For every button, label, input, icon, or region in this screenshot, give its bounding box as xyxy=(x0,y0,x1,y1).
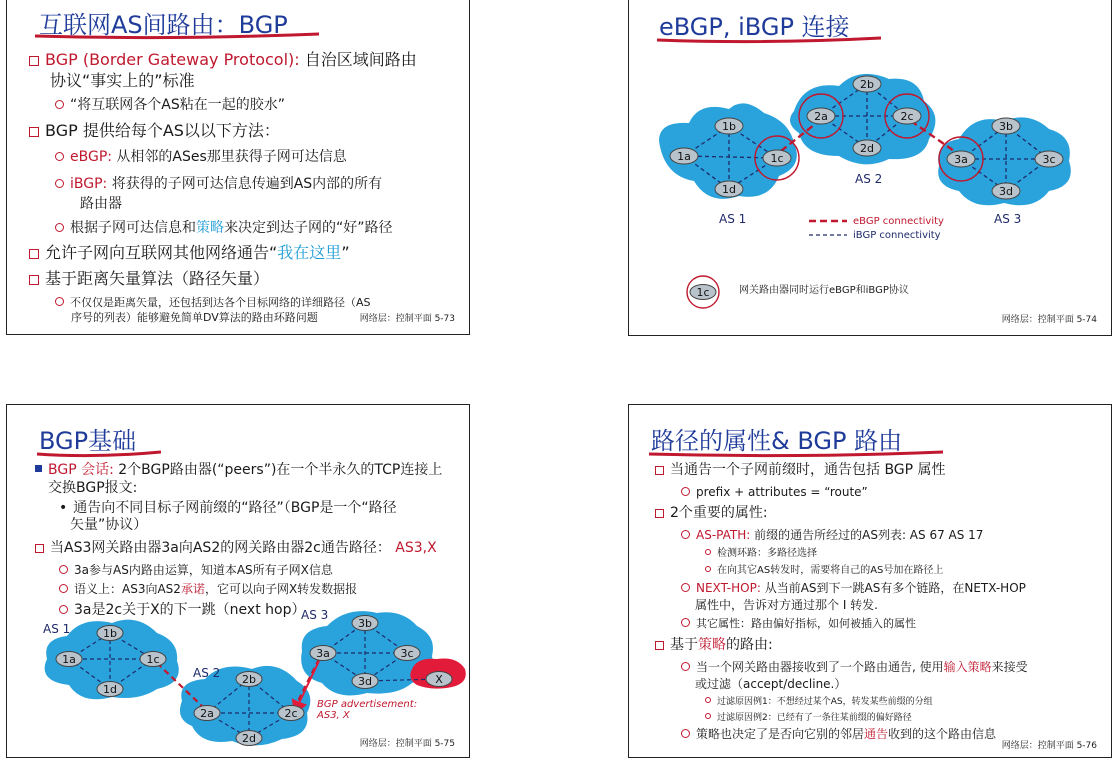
square-bullet-icon xyxy=(29,249,39,259)
square-bullet-icon xyxy=(35,465,42,472)
square-bullet-icon xyxy=(29,127,39,137)
detail-prepend-as: 在向其它AS转发时，需要将自己的AS号加在路径上 xyxy=(705,562,943,580)
router-3d-label: 3d xyxy=(999,185,1013,198)
bullet-line: 交换BGP报文: xyxy=(48,480,138,496)
gateway-router-legend xyxy=(681,275,741,311)
square-bullet-icon xyxy=(655,641,664,650)
gateway-note: 网关路由器同时运行eBGP和iBGP协议 xyxy=(739,285,909,296)
subnet-x-label: X xyxy=(435,673,443,686)
router-1d-label: 1d xyxy=(722,183,736,196)
router-1c-label: 1c xyxy=(146,653,160,666)
circle-bullet-icon xyxy=(681,530,690,539)
title-underline xyxy=(655,35,885,45)
router-3c-label: 3c xyxy=(1042,153,1056,166)
router-1b-label: 1b xyxy=(103,627,117,640)
router-1d-label: 1d xyxy=(103,683,117,696)
square-bullet-icon xyxy=(655,466,664,475)
bullet-bgp-session: BGP 会话: 2个BGP路由器(“peers”)在一个半永久的TCP连接上 xyxy=(35,461,442,479)
sub-bullet-next-hop: NEXT-HOP: 从当前AS到下一跳AS有多个链路，在NETX-HOP xyxy=(681,579,1026,597)
circle-bullet-icon xyxy=(681,729,690,738)
sub-bullet-as-path: AS-PATH: 前缀的通告所经过的AS列表: AS 67 AS 17 xyxy=(681,526,983,544)
sub-bullet-3a-knows: 3a参与AS内路由运算，知道本AS所有子网X信息 xyxy=(59,561,333,579)
router-3b-label: 3b xyxy=(358,617,372,630)
sub-bullet-ebgp: eBGP: 从相邻的ASes那里获得子网可达信息 xyxy=(55,148,347,166)
router-1c-label: 1c xyxy=(770,152,784,165)
router-3d-label: 3d xyxy=(358,675,372,688)
circle-bullet-icon xyxy=(55,100,64,109)
router-3b-label: 3b xyxy=(999,120,1013,133)
bullet-bgp-protocol: BGP (Border Gateway Protocol): 自治区域间路由 xyxy=(29,51,417,69)
dot-bullet-icon xyxy=(705,697,711,703)
circle-bullet-icon xyxy=(681,487,690,496)
sub-bullet-line: 矢量”协议） xyxy=(70,517,148,533)
as1-label: AS 1 xyxy=(719,212,747,226)
sub-bullet-input-policy: 当一个网关路由器接收到了一个路由通告, 使用输入策略来接受 xyxy=(681,658,1028,676)
as3-label: AS 3 xyxy=(301,608,329,622)
router-1a-label: 1a xyxy=(677,150,691,163)
title-underline xyxy=(33,31,323,41)
router-2c-label: 2c xyxy=(900,110,914,123)
detail-loop-detect: 检测环路：多路径选择 xyxy=(705,545,817,563)
slide-5-75 xyxy=(6,404,470,758)
circle-bullet-icon xyxy=(55,179,64,188)
sub-bullet-ibgp: iBGP: 将获得的子网可达信息传遍到AS内部的所有 xyxy=(55,175,382,193)
router-3a-label: 3a xyxy=(316,647,330,660)
advertisement-path: AS3, X xyxy=(317,710,350,721)
bullet-as3-advertises: 当AS3网关路由器3a向AS2的网关路由器2c通告路径： AS3,X xyxy=(35,539,437,557)
slide-footer: 网络层：控制平面 5-75 xyxy=(359,739,455,749)
sub-bullet-policy: 根据子网可达信息和策略来决定到达子网的“好”路径 xyxy=(55,219,393,237)
router-3a-label: 3a xyxy=(954,153,968,166)
router-3c-label: 3c xyxy=(400,647,414,660)
sub-bullet-glue: “将互联网各个AS粘在一起的胶水” xyxy=(55,96,285,114)
circle-bullet-icon xyxy=(55,152,64,161)
dot-bullet-icon xyxy=(705,566,711,572)
circle-bullet-icon xyxy=(681,662,690,671)
slide-title: eBGP, iBGP 连接 xyxy=(659,13,850,41)
bullet-bgp-provides: BGP 提供给每个AS以以下方法： xyxy=(29,122,280,140)
router-2d-label: 2d xyxy=(860,142,874,155)
router-2b-label: 2b xyxy=(242,673,256,686)
router-2a-label: 2a xyxy=(814,110,828,123)
dot-bullet-icon xyxy=(705,713,711,719)
square-bullet-icon xyxy=(29,56,39,66)
sub-bullet-route: prefix + attributes = “route” xyxy=(681,483,868,501)
circle-bullet-icon xyxy=(59,565,68,574)
sub-bullet-line: 路由器 xyxy=(80,196,122,212)
detail-filter-1: 过滤原因例1：不想经过某个AS，转发某些前缀的分组 xyxy=(705,693,933,711)
circle-bullet-icon xyxy=(681,583,690,592)
ebgp-ibgp-network-diagram xyxy=(629,51,1112,251)
legend-ibgp: iBGP connectivity xyxy=(853,230,941,241)
advertisement-label: BGP advertisement: xyxy=(317,699,418,710)
sub-bullet-next-hop: 3a是2c关于X的下一跳（next hop） xyxy=(59,601,305,619)
slide-5-73 xyxy=(6,0,470,335)
sub-bullet-path-vector: 不仅仅是距离矢量，还包括到达各个目标网络的详细路径（AS xyxy=(55,294,371,312)
slide-footer: 网络层：控制平面 5-73 xyxy=(359,314,455,324)
as2-label: AS 2 xyxy=(855,172,883,186)
router-2a-label: 2a xyxy=(200,707,214,720)
sub-bullet-promise: 语义上：AS3向AS2承诺，它可以向子网X转发数据报 xyxy=(59,580,357,598)
bullet-advertise: 允许子网向互联网其他网络通告“我在这里” xyxy=(29,244,350,262)
bullet-line: 协议“事实上的”标准 xyxy=(50,71,195,90)
dot-bullet-icon xyxy=(705,549,711,555)
router-2b-label: 2b xyxy=(860,78,874,91)
router-1a-label: 1a xyxy=(62,653,76,666)
slide-title: BGP基础 xyxy=(39,427,137,455)
sub-bullet-advertise-policy: 策略也决定了是否向它别的邻居通告收到的这个路由信息 xyxy=(681,725,996,743)
router-2d-label: 2d xyxy=(242,732,256,745)
router-1b-label: 1b xyxy=(722,120,736,133)
as2-label: AS 2 xyxy=(193,666,221,680)
circle-bullet-icon xyxy=(681,618,690,627)
bullet-policy-routing: 基于策略的路由: xyxy=(655,636,773,654)
detail-filter-2: 过滤原因例2：已经有了一条往某前缀的偏好路径 xyxy=(705,709,912,727)
legend-ebgp: eBGP connectivity xyxy=(853,216,944,227)
circle-bullet-icon xyxy=(55,297,64,306)
gateway-router-label: 1c xyxy=(696,286,710,299)
slide-5-74 xyxy=(628,0,1112,336)
circle-bullet-icon xyxy=(55,223,64,232)
square-bullet-icon xyxy=(29,275,39,285)
sub-bullet-line: 序号的列表）能够避免简单DV算法的路由环路问题 xyxy=(71,311,318,324)
router-2c-label: 2c xyxy=(284,707,298,720)
circle-bullet-icon xyxy=(59,584,68,593)
as3-label: AS 3 xyxy=(994,212,1022,226)
as1-label: AS 1 xyxy=(43,622,71,636)
sub-bullet-path-vector: • 通告向不同目标子网前缀的“路径”（BGP是一个“路径 xyxy=(59,500,397,516)
sub-bullet-line: 属性中，告诉对方通过那个 I 转发. xyxy=(695,598,878,612)
slide-footer: 网络层：控制平面 5-76 xyxy=(1001,741,1097,751)
sub-bullet-line: 或过滤（accept/decline.） xyxy=(695,677,847,691)
slide-footer: 网络层：控制平面 5-74 xyxy=(1001,315,1097,325)
square-bullet-icon xyxy=(655,509,664,518)
bullet-two-attributes: 2个重要的属性: xyxy=(655,504,768,522)
slide-title: 互联网AS间路由：BGP xyxy=(39,11,288,39)
bgp-advertisement-diagram xyxy=(7,601,470,758)
bullet-bgp-attributes: 当通告一个子网前缀时，通告包括 BGP 属性 xyxy=(655,461,946,479)
square-bullet-icon xyxy=(35,544,44,553)
slide-title: 路径的属性& BGP 路由 xyxy=(651,427,903,455)
slide-5-76 xyxy=(628,404,1112,758)
title-underline xyxy=(647,449,947,459)
title-underline xyxy=(35,449,165,459)
bullet-dv-algorithm: 基于距离矢量算法（路径矢量） xyxy=(29,270,269,288)
sub-bullet-other-attr: 其它属性：路由偏好指标，如何被插入的属性 xyxy=(681,615,916,633)
